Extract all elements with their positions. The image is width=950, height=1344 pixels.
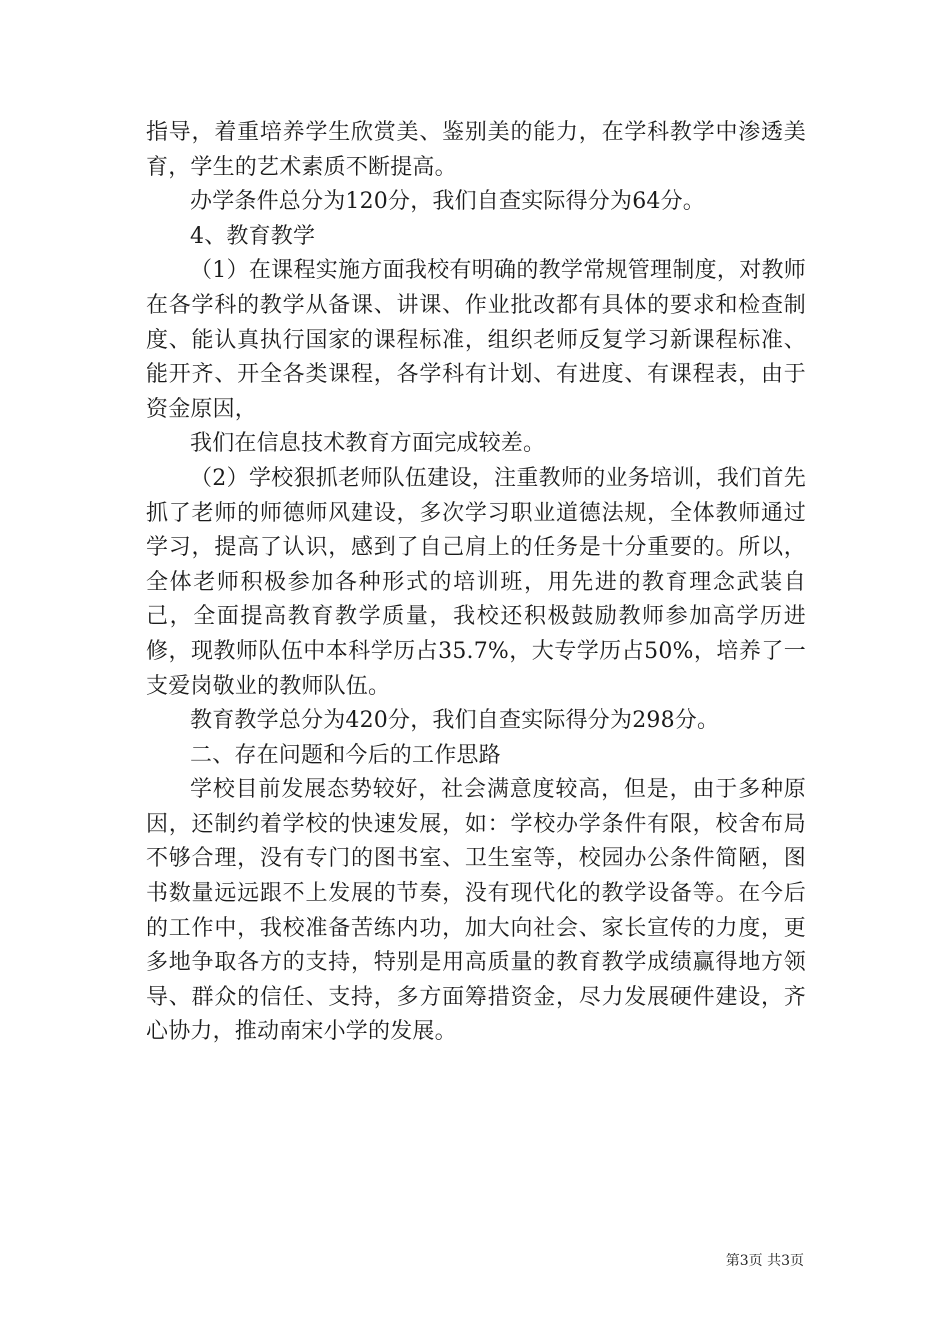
paragraph-1: 指导，着重培养学生欣赏美、鉴别美的能力，在学科教学中渗透美育，学生的艺术素质不断提高。 [146,120,806,180]
paragraph-2: 办学条件总分为120分，我们自查实际得分为64分。 [190,189,705,215]
paragraph-6: （2）学校狠抓老师队伍建设，注重教师的业务培训，我们首先抓了老师的师德师风建设，多次学习职业道德法规，全体教师通过学习，提高了认识，感到了自己肩上的任务是十分重要的。所以，全体老师积极参加各种形式的培训班，用先进的教育理念武装自己，全面提高教育教学质量，我校还积极鼓励教师参加高学历进修，现教师队伍中本科学历占35.7%，大专学历占50%，培养了一支爱岗敬业的教师队伍。 [146,465,806,699]
section-heading-problems: 二、存在问题和今后的工作思路 [190,742,501,768]
paragraph-5: 我们在信息技术教育方面完成较差。 [190,431,546,457]
paragraph-7: 教育教学总分为420分，我们自查实际得分为298分。 [190,708,720,734]
page-number-footer: 第3页 共3页 [725,1253,804,1269]
section-heading-teaching: 4、教育教学 [190,223,316,249]
document-body [146,116,806,1050]
paragraph-9: 学校目前发展态势较好，社会满意度较高，但是，由于多种原因，还制约着学校的快速发展，如：学校办学条件有限，校舍布局不够合理，没有专门的图书室、卫生室等，校园办公条件简陋，图书数量远远跟不上发展的节奏，没有现代化的教学设备等。在今后的工作中，我校准备苦练内功，加大向社会、家长宣传的力度，更多地争取各方的支持，特别是用高质量的教育教学成绩赢得地方领导、群众的信任、支持，多方面筹措资金，尽力发展硬件建设，齐心协力，推动南宋小学的发展。 [146,777,806,1045]
paragraph-4: （1）在课程实施方面我校有明确的教学常规管理制度，对教师在各学科的教学从备课、讲课、作业批改都有具体的要求和检查制度、能认真执行国家的课程标准，组织老师反复学习新课程标准、能开齐、开全各类课程，各学科有计划、有进度、有课程表，由于资金原因， [146,258,806,422]
